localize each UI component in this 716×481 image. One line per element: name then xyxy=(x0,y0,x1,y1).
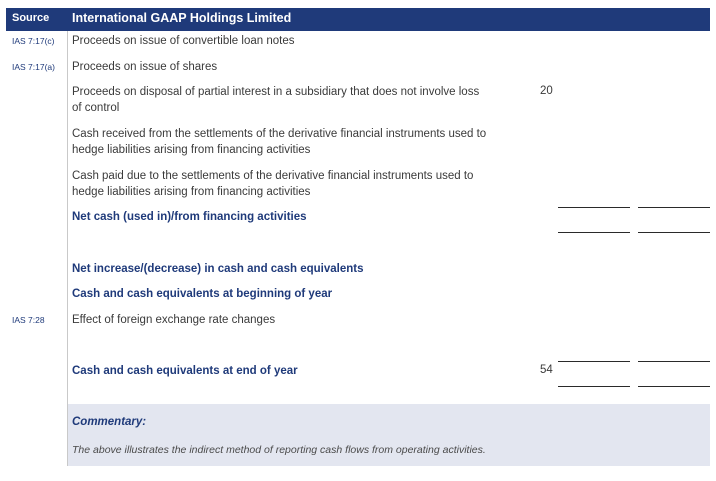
row-net-increase-decrease: Net increase/(decrease) in cash and cash equivalents xyxy=(72,263,364,275)
row-derivative-cash-paid: Cash paid due to the settlements of the derivative financial instruments used to hedge liabilities arising from financing activities xyxy=(72,170,474,198)
total-rule xyxy=(558,386,630,387)
table-header xyxy=(6,8,710,31)
row-derivative-cash-received: Cash received from the settlements of the derivative financial instruments used to hedge liabilities arising from financing activities xyxy=(72,128,487,156)
reference-ias-7-17a: IAS 7:17(a) xyxy=(12,62,55,72)
row-cash-end-of-year: Cash and cash equivalents at end of year xyxy=(72,365,298,377)
total-rule xyxy=(558,232,630,233)
total-rule xyxy=(638,232,710,233)
row-fx-rate-changes: Effect of foreign exchange rate changes xyxy=(72,314,276,326)
row-disposal-partial-interest: Proceeds on disposal of partial interest in a subsidiary that does not involve loss of control xyxy=(72,86,480,114)
company-name: International GAAP Holdings Limited xyxy=(72,11,292,25)
note-reference: 20 xyxy=(540,85,553,97)
row-cash-beginning-of-year: Cash and cash equivalents at beginning of year xyxy=(72,288,333,300)
commentary-box xyxy=(68,404,710,466)
total-rule xyxy=(638,361,710,362)
reference-ias-7-28: IAS 7:28 xyxy=(12,315,45,325)
row-net-cash-financing: Net cash (used in)/from financing activities xyxy=(72,211,307,223)
commentary-title: Commentary: xyxy=(72,416,147,428)
column-divider xyxy=(67,31,68,466)
row-issue-of-shares: Proceeds on issue of shares xyxy=(72,61,218,73)
total-rule xyxy=(638,207,710,208)
total-rule xyxy=(558,207,630,208)
reference-ias-7-17c: IAS 7:17(c) xyxy=(12,36,55,46)
commentary-text: The above illustrates the indirect method of reporting cash flows from operating activities. xyxy=(72,444,486,456)
source-column-label: Source xyxy=(12,12,50,24)
note-reference: 54 xyxy=(540,364,553,376)
total-rule xyxy=(638,386,710,387)
row-convertible-loan-notes: Proceeds on issue of convertible loan notes xyxy=(72,35,295,47)
total-rule xyxy=(558,361,630,362)
